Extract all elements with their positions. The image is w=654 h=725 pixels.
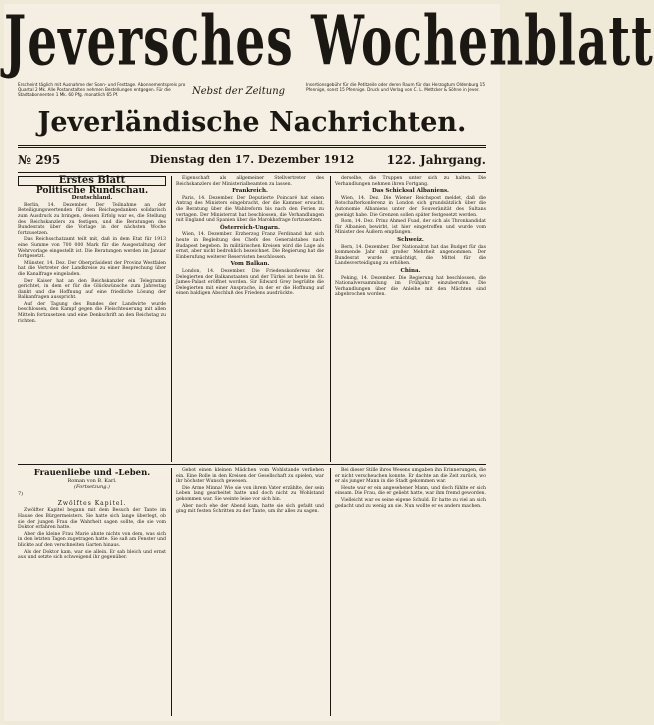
dateline-bottom-rule	[18, 172, 486, 173]
supplement-note: Nebst der Zeitung	[192, 86, 286, 97]
story-paragraph: Aber noch ehe der Abend kam, hatte sie sich gefaßt und ging mit festen Schritten zu der Tante, um ihr alles zu sagen.	[176, 503, 324, 515]
article-paragraph: Eigenschaft als allgemeiner Stellvertreter des Reichskanzlers der Ministerialbeamten zu lassen.	[176, 176, 324, 187]
dept-heading: Österreich-Ungarn.	[220, 224, 280, 231]
volume-number: 122. Jahrgang.	[386, 153, 486, 167]
newspaper-subtitle: Jeverländische Nachrichten.	[37, 107, 467, 138]
story-paragraph: Bei dieser Stille ihres Wesens umgaben ihn Erinnerungen, die er nicht verscheuchen konnte. Er dachte an die Zeit zurück, wo er als junger Mann in die Stadt gekommen war.	[335, 468, 486, 485]
story-paragraph: Die Arme Minna! Wie sie von ihrem Vater erzählte, der sein Leben lang gearbeitet hatte und doch nicht zu Wohlstand gekommen war. Sie weinte leise vor sich hin.	[176, 485, 324, 502]
story-paragraph: Heute war er ein angesehener Mann, und doch fühlte er sich einsam. Die Frau, die er geliebt hatte, war ihm fremd geworden.	[335, 485, 486, 497]
feuilleton-rule	[18, 464, 486, 465]
story-paragraph: Zwölfter Kapitel begann mit dem Besuch der Tante im Hause des Bürgermeisters. Sie hatte sich lange überlegt, ob sie der jungen Frau die Wahrheit sagen sollte, die sie vom Doktor erfahren hatte.	[18, 508, 166, 531]
column-divider	[330, 176, 331, 462]
column-divider	[171, 176, 172, 462]
story-paragraph: Gebot einen kleinen Mädchen vom Wohlstande verliehen ein. Eine Rolle in den Kreisen der Gesellschaft zu spielen, war ihr höchster Wunsch gewesen.	[176, 468, 324, 485]
dept-heading: Deutschland.	[71, 195, 113, 202]
article-paragraph: Auf der Tagung des Bundes der Landwirte wurde beschlossen, den Kampf gegen die Fleischteuerung mit allen Mitteln fortzusetzen und eine Denkschrift an den Reichstag zu richten.	[18, 301, 166, 324]
issue-number: № 295	[18, 153, 61, 167]
story-paragraph: Vielleicht war es seine eigene Schuld. Er hatte zu viel an sich gedacht und zu wenig an sie. Nun wollte er es anders machen.	[335, 497, 486, 509]
section-heading: Politische Rundschau.	[35, 185, 149, 196]
column-politics	[18, 176, 166, 464]
article-paragraph: Berlin, 14. Dezember. Der Teilnahme an der Beteiligungswertenden für den Reichsgedanken solidarisch zum Ausdruck zu bringen, dessen Erfolg war es, die Stellung des Reichskanzlers zu festigen, und die Beratungen des Bundesrats über die Vorlage in der nächsten Woche fortzusetzen.	[18, 202, 166, 236]
advertising-notice: Insertionsgebühr für die Petitzeile oder deren Raum für das Herzogtum Oldenburg 15 Pfennige, sonst 15 Pfennige. Druck und Verlag von C. L. Mettcker & Söhne in Jever.	[306, 82, 485, 93]
dept-heading: Frankreich.	[232, 188, 268, 195]
article-paragraph: Wien, 14. Dezember. Erzherzog Franz Ferdinand hat sich heute in Begleitung des Chefs des Generalstabes nach Budapest begeben. In militärischen Kreisen wird die Lage als ernst, aber nicht bedrohlich bezeichnet. Die Regierung hat die Einberufung weiterer Reservisten beschlossen.	[176, 232, 324, 260]
column-divider	[171, 468, 172, 716]
column-foreign-2	[335, 176, 486, 464]
column-foreign	[176, 176, 324, 464]
dept-heading: Schweiz.	[397, 236, 424, 243]
column-divider	[330, 468, 331, 716]
feuilleton-author: Roman von B. Karl.	[67, 478, 117, 484]
newspaper-title: Jeversches Wochenblatt	[4, 2, 654, 82]
dept-heading: China.	[400, 267, 421, 274]
newspaper-page	[4, 2, 654, 721]
article-paragraph: Rom, 14. Dez. Prinz Ahmed Fuad, der sich als Thronkandidat für Albanien bewirbt, ist hier eingetroffen und wurde vom Minister des Äußern empfangen.	[335, 219, 486, 236]
article-paragraph: Bern, 14. Dezember. Der Nationalrat hat das Budget für das kommende Jahr mit großer Mehrheit angenommen. Der Bundesrat wurde ermächtigt, die Mittel für die Landesverteidigung zu erhöhen.	[335, 244, 486, 267]
article-paragraph: Wien, 14. Dez. Die Wiener Reichspost meldet, daß die Botschafterkonferenz in London sich grundsätzlich über die Autonomie Albaniens unter der Souveränität des Sultans geeinigt habe. Die Grenzen sollen später festgesetzt werden.	[335, 195, 486, 218]
article-paragraph: Paris, 14. Dezember. Der Deputierte Poincaré hat einen Antrag des Ministers eingebracht, der die Kammer ersucht, die Beratung über die Wahlreform bis nach den Ferien zu vertagen. Der Ministerrat hat beschlossen, die Verhandlungen mit England und Spanien über die Marokkofrage fortzusetzen.	[176, 195, 324, 224]
feuilleton-title: Frauenliebe und -Leben.	[33, 468, 151, 478]
dept-heading: Vom Balkan.	[230, 261, 270, 268]
article-paragraph: Das Reichsschatzamt teilt mit, daß in dem Etat für 1913 eine Summe von 700 000 Mark für die Ausgestaltung der Wehrvorlage eingestellt ist. Die Beratungen werden im Januar fortgesetzt.	[18, 237, 166, 260]
article-paragraph: derselbe, die Truppen unter sich zu halten. Die Verhandlungen nehmen ihren Fortgang.	[335, 176, 486, 187]
article-paragraph: Peking, 14. Dezember. Die Regierung hat beschlossen, die Nationalversammlung im Frühjahr einzuberufen. Die Verhandlungen über die Anleihe mit den Mächten sind abgebrochen worden.	[335, 275, 486, 298]
article-paragraph: Der Kaiser hat an den Reichskanzler ein Telegramm gerichtet, in dem er für die Glückwünsche zum Jahrestag dankt und die Hoffnung auf eine friedliche Lösung der Balkanfragen ausspricht.	[18, 278, 166, 301]
article-paragraph: London, 14. Dezember. Die Friedenskonferenz der Delegierten der Balkanstaaten und der Türkei ist heute im St. James-Palast eröffnet worden. Sir Edward Grey begrüßte die Delegierten mit einer Ansprache, in der er die Hoffnung auf einen baldigen Abschluß des Friedens ausdrückte.	[176, 268, 324, 297]
story-paragraph: Als der Doktor kam, war sie allein. Er sah bleich und ernst aus und setzte sich schweigend ihr gegenüber.	[18, 549, 166, 561]
article-paragraph: Münster, 14. Dez. Der Oberpräsident der Provinz Westfalen hat die Vertreter der Landkreise zu einer Besprechung über die Kanalfrage eingeladen.	[18, 260, 166, 277]
feuilleton-continuation: (Fortsetzung.)	[74, 483, 110, 490]
dept-heading: Das Schicksal Albaniens.	[372, 188, 449, 195]
feuilleton-number: 7)	[18, 491, 24, 498]
dateline	[18, 149, 486, 171]
chapter-heading: Zwölftes Kapitel.	[57, 499, 127, 507]
subscription-notice: Erscheint täglich mit Ausnahme der Sonn- und Festtage. Abonnementspreis pro Quartal 2 Mk. Alle Postanstalten nehmen Bestellungen entgegen. Für die Stadtabonnenten 1 Mk. 60 Pfg. monatlich 65 Pf.	[18, 82, 186, 98]
issue-date: Dienstag den 17. Dezember 1912	[149, 153, 355, 166]
feuilleton-column-3	[335, 468, 486, 716]
section-box: Erstes Blatt	[18, 176, 166, 186]
feuilleton-column	[18, 468, 166, 716]
story-paragraph: Aber die kleine Frau Marie ahnte nichts von dem, was sich in den letzten Tagen zugetragen hatte. Sie saß am Fenster und blickte auf den verschneiten Garten hinaus.	[18, 531, 166, 548]
feuilleton-column-2	[176, 468, 324, 716]
dateline-top-rule	[18, 145, 486, 148]
